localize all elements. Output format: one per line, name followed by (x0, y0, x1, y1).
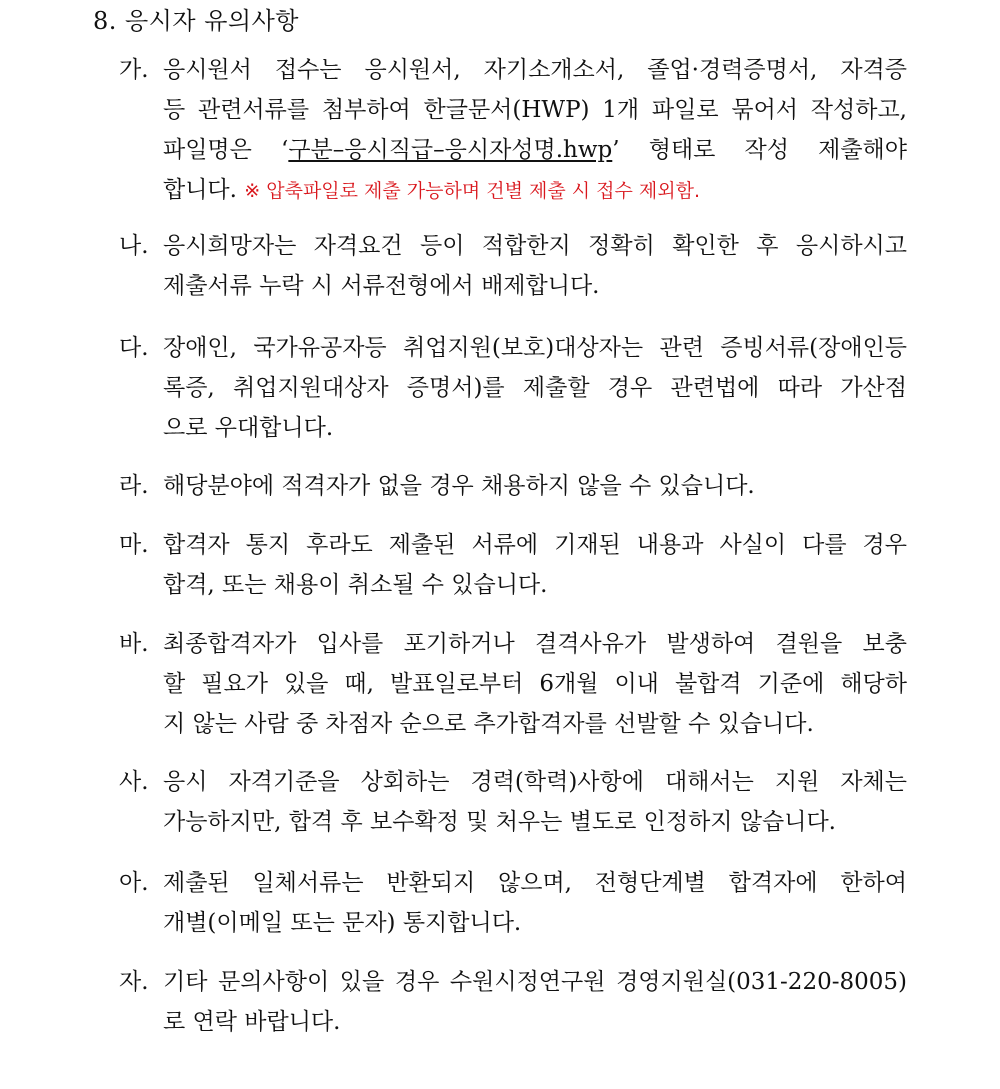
item-line: 장애인, 국가유공자등 취업지원(보호)대상자는 관련 증빙서류(장애인등 (163, 335, 907, 361)
item-line: 기타 문의사항이 있을 경우 수원시정연구원 경영지원실(031-220-8005) (163, 969, 907, 995)
item-line: 로 연락 바랍니다. (163, 1009, 341, 1035)
filename-suffix: ’ 형태로 작성 제출해야 (612, 137, 907, 163)
item-line: 최종합격자가 입사를 포기하거나 결격사유가 발생하여 결원을 보충 (163, 631, 907, 657)
item-line-text: 합니다. (163, 177, 237, 203)
item-line: 제출된 일체서류는 반환되지 않으며, 전형단계별 합격자에 한하여 (163, 870, 907, 896)
item-marker: 바. (119, 631, 149, 657)
item-line: 등 관련서류를 첨부하여 한글문서(HWP) 1개 파일로 묶어서 작성하고, (163, 97, 907, 123)
filename-format: 구분–응시직급–응시자성명.hwp (288, 137, 613, 163)
item-marker: 가. (119, 57, 149, 83)
item-marker: 마. (119, 532, 149, 558)
item-line: 할 필요가 있을 때, 발표일로부터 6개월 이내 불합격 기준에 해당하 (163, 671, 907, 697)
item-line: 록증, 취업지원대상자 증명서)를 제출할 경우 관련법에 따라 가산점 (163, 375, 907, 401)
item-marker: 라. (119, 473, 149, 499)
item-marker: 다. (119, 335, 149, 361)
item-line: 합격자 통지 후라도 제출된 서류에 기재된 내용과 사실이 다를 경우 (163, 532, 907, 558)
warning-note: ※ 압축파일로 제출 가능하며 건별 제출 시 접수 제외함. (244, 180, 700, 202)
item-line: 개별(이메일 또는 문자) 통지합니다. (163, 910, 522, 936)
item-line: 응시 자격기준을 상회하는 경력(학력)사항에 대해서는 지원 자체는 (163, 769, 907, 795)
item-line: 응시희망자는 자격요건 등이 적합한지 정확히 확인한 후 응시하시고 (163, 233, 907, 259)
item-marker: 아. (119, 870, 149, 896)
item-line (163, 172, 700, 209)
item-marker: 사. (119, 769, 149, 795)
item-marker: 자. (119, 969, 149, 995)
item-line: 가능하지만, 합격 후 보수확정 및 처우는 별도로 인정하지 않습니다. (163, 809, 836, 835)
item-line: 응시원서 접수는 응시원서, 자기소개소서, 졸업·경력증명서, 자격증 (163, 57, 907, 83)
item-line: 으로 우대합니다. (163, 415, 334, 441)
filename-prefix: 파일명은 ‘ (163, 137, 289, 163)
item-marker: 나. (119, 233, 149, 259)
item-line: 합격, 또는 채용이 취소될 수 있습니다. (163, 572, 548, 598)
item-line: 지 않는 사람 중 차점자 순으로 추가합격자를 선발할 수 있습니다. (163, 711, 814, 737)
item-line (163, 132, 907, 169)
item-line: 해당분야에 적격자가 없을 경우 채용하지 않을 수 있습니다. (163, 473, 755, 499)
section-heading: 8. 응시자 유의사항 (93, 7, 299, 35)
item-line: 제출서류 누락 시 서류전형에서 배제합니다. (163, 273, 600, 299)
